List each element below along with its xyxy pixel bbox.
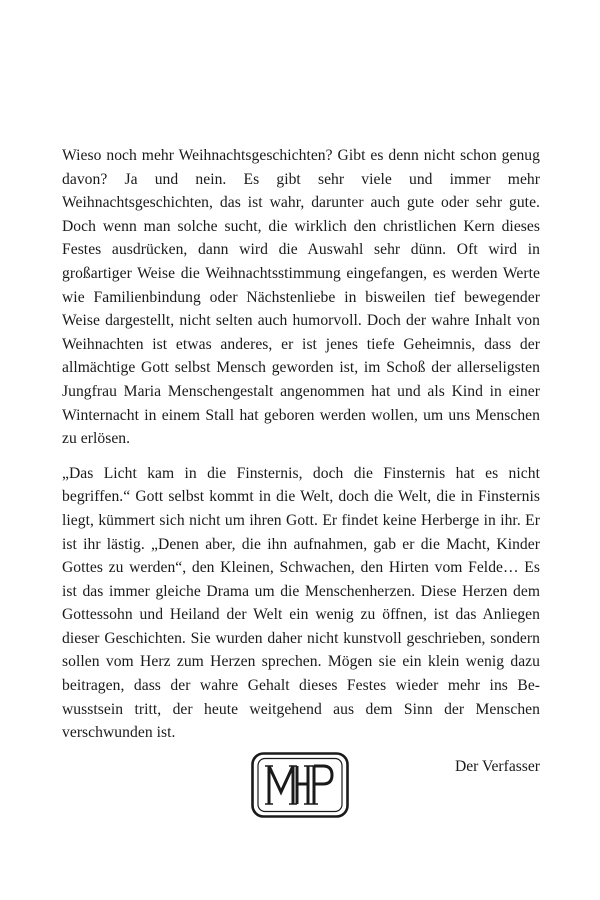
preface-text (62, 144, 540, 745)
author-signature: Der Verfasser (454, 758, 540, 775)
preface-paragraph-1: Wieso noch mehr Weihnachtsgeschichten? Gibt es denn nicht schon genug davon? Ja und nein. Es gibt sehr viele und immer mehr Weihnachtsgeschichten, das ist wahr, darunter auch gute oder sehr gute. Doch wenn man solche sucht, die wirklich den christlichen Kern dieses Festes ausdrücken, dann wird die Auswahl sehr dünn. Oft wird in großartiger Weise die Weihnachtsstimmung eingefangen, es werden Werte wie Familienbindung oder Nächstenliebe in bisweilen tief bewegender Weise dargestellt, nicht selten auch humorvoll. Doch der wahre Inhalt von Weihnachten ist etwas anderes, er ist jenes tiefe Geheimnis, dass der allmächtige Gott selbst Mensch geworden ist, im Schoß der allerseligsten Jungfrau Maria Menschengestalt angenommen hat und als Kind in einer Winternacht in einem Stall hat geboren werden wollen, um uns Menschen zu erlösen. (62, 147, 540, 448)
publisher-logo-graphic (251, 752, 349, 818)
publisher-logo (251, 752, 349, 818)
preface-paragraph-2: „Das Licht kam in die Finsternis, doch die Finsternis hat es nicht begriffen.“ Gott selbst kommt in die Welt, doch die Welt, die in Finsternis liegt, kümmert sich nicht um ihren Gott. Er findet keine Herberge in ihr. Er ist ihr lästig. „Denen aber, die ihn aufnahmen, gab er die Macht, Kinder Gottes zu werden“, den Kleinen, Schwachen, den Hirten vom Felde… Es ist das immer gleiche Drama um die Menschenherzen. Diese Herzen dem Gottessohn und Heiland der Welt ein wenig zu öffnen, ist das Anliegen dieser Geschichten. Sie wurden daher nicht kunstvoll geschrieben, sondern sollen vom Herz zum Herzen sprechen. Mögen sie ein klein wenig dazu beitragen, dass der wahre Gehalt dieses Festes wieder mehr ins Bewusstsein tritt, der heute weitgehend aus dem Sinn der Menschen verschwunden ist. (62, 464, 540, 742)
